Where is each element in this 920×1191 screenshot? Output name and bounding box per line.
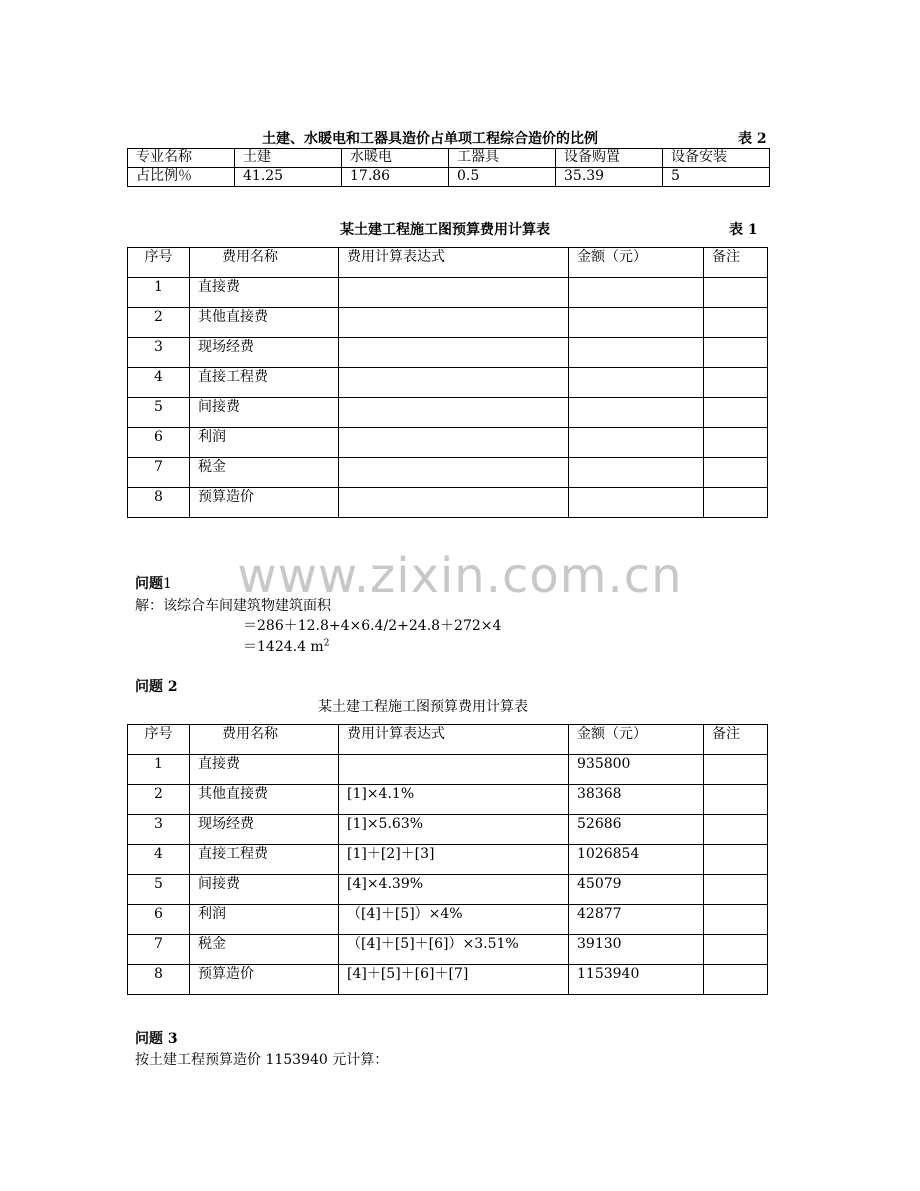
table1-header-cell: 金额（元） [569,248,704,278]
table1-row [128,458,768,488]
q1-line3 [243,636,329,656]
q2-table-cell: [1]×4.1% [339,785,569,815]
table1-cell: 其他直接费 [190,308,339,338]
q2-table-cell [704,935,768,965]
q2-table-header-cell: 备注 [704,725,768,755]
table1-cell: 直接费 [190,278,339,308]
q1-heading [135,573,172,593]
q2-table-cell: 6 [128,905,190,935]
table1-row [128,428,768,458]
q2-table-cell: 预算造价 [190,965,339,995]
table1-cell: 6 [128,428,190,458]
q2-table-row [128,875,768,905]
q2-table-cell: 税金 [190,935,339,965]
q2-table-cell: 利润 [190,905,339,935]
q2-table-cell [704,965,768,995]
q2-table-cell: 1 [128,755,190,785]
table2-cell: 占比例％ [128,168,235,187]
q2-table-cell: 现场经费 [190,815,339,845]
table1-cell: 预算造价 [190,488,339,518]
q2-table-cell: 直接工程费 [190,845,339,875]
table1-cell [704,278,768,308]
q2-table-cell [704,815,768,845]
q2-table-cell: 39130 [569,935,704,965]
table1-cell: 直接工程费 [190,368,339,398]
table1-cell [339,368,569,398]
q1-area-superscript: 2 [323,638,330,649]
q1-line1: 解：该综合车间建筑物建筑面积 [135,598,331,614]
table2-row [128,168,770,187]
table1-cell [339,338,569,368]
q1-heading-num: 1 [163,576,172,592]
table1-cell: 间接费 [190,398,339,428]
table1-label: 表 1 [729,222,758,238]
table1-header-cell: 序号 [128,248,190,278]
q2-table-row [128,785,768,815]
table1-caption: 某土建工程施工图预算费用计算表 [340,222,550,238]
table2-cell: 工器具 [449,149,556,168]
q2-table-cell: 1153940 [569,965,704,995]
table1-header-cell: 费用计算表达式 [339,248,569,278]
table2-cell: 水暖电 [342,149,449,168]
q2-table-cell: 5 [128,875,190,905]
table1-cell [339,458,569,488]
table1-cell [569,278,704,308]
q2-table-cell [339,755,569,785]
table1-cell [704,428,768,458]
q2-table-row [128,845,768,875]
table1-row [128,308,768,338]
q2-table-cell: 3 [128,815,190,845]
q2-table-cell: 45079 [569,875,704,905]
q2-table-row [128,935,768,965]
table1-row [128,338,768,368]
q2-table-row [128,905,768,935]
table1-cell [569,308,704,338]
q2-table-header-row [128,725,768,755]
table1-cell: 现场经费 [190,338,339,368]
q2-table-cell: （[4]＋[5]）×4% [339,905,569,935]
table1-row [128,278,768,308]
q2-table-cell: 间接费 [190,875,339,905]
table1-cell: 税金 [190,458,339,488]
table1-row [128,488,768,518]
table1-cell [339,398,569,428]
table1-cell: 8 [128,488,190,518]
q2-table-header-cell: 金额（元） [569,725,704,755]
table2-cell: 17.86 [342,168,449,187]
table1-cell [704,488,768,518]
q2-heading: 问题 2 [135,679,178,695]
table2-label: 表 2 [738,131,767,147]
q2-table-cell: （[4]＋[5]＋[6]）×3.51% [339,935,569,965]
q2-table-header-cell: 序号 [128,725,190,755]
q2-table-header-cell: 费用计算表达式 [339,725,569,755]
table2-cell: 35.39 [556,168,663,187]
watermark: www.zixin.com.cn [237,548,683,604]
table2-cell: 设备安装 [663,149,770,168]
q2-table-cell: 1026854 [569,845,704,875]
q3-line1: 按土建工程预算造价 1153940 元计算： [135,1052,389,1068]
table1-cell [704,308,768,338]
table2 [127,148,770,187]
q2-table-cell [704,905,768,935]
table2-cell: 设备购置 [556,149,663,168]
q3-heading: 问题 3 [135,1031,178,1047]
table1-row [128,398,768,428]
q2-table-cell: 直接费 [190,755,339,785]
table1-cell: 2 [128,308,190,338]
table2-cell: 5 [663,168,770,187]
table1-cell [704,338,768,368]
q1-line2: ＝286＋12.8+4×6.4/2+24.8＋272×4 [243,618,502,634]
table1-cell [339,488,569,518]
table1-cell [569,488,704,518]
table2-cell: 0.5 [449,168,556,187]
table1-cell [569,428,704,458]
q2-table-cell: 2 [128,785,190,815]
table2-caption: 土建、水暖电和工器具造价占单项工程综合造价的比例 [262,131,598,147]
table1-cell [339,278,569,308]
table2-cell: 土建 [235,149,342,168]
table1-cell: 4 [128,368,190,398]
table1-header-cell: 备注 [704,248,768,278]
q2-table-cell: 其他直接费 [190,785,339,815]
q2-table-cell: [1]×5.63% [339,815,569,845]
table1-cell: 7 [128,458,190,488]
table1-cell [339,308,569,338]
table2-row [128,149,770,168]
table1-cell [569,458,704,488]
table2-cell: 专业名称 [128,149,235,168]
table1-cell [339,428,569,458]
table1-row [128,368,768,398]
q1-area-value: ＝1424.4 m [243,639,324,655]
table2-cell: 41.25 [235,168,342,187]
q2-table-cell: [1]＋[2]＋[3] [339,845,569,875]
table1-header-cell: 费用名称 [190,248,339,278]
q2-table-cell: 4 [128,845,190,875]
q2-table-row [128,755,768,785]
table1-cell [704,368,768,398]
q2-table-cell: 52686 [569,815,704,845]
q2-table-cell [704,845,768,875]
table1-cell: 3 [128,338,190,368]
table1-header-row [128,248,768,278]
table1-cell: 利润 [190,428,339,458]
q2-table-cell: [4]×4.39% [339,875,569,905]
q2-table-cell [704,785,768,815]
q2-table-cell: [4]＋[5]＋[6]＋[7] [339,965,569,995]
q2-table [127,724,768,995]
table1-cell [569,398,704,428]
table1-cell [704,398,768,428]
q2-table-cell: 7 [128,935,190,965]
q1-heading-label: 问题 [135,576,163,592]
table1-cell: 1 [128,278,190,308]
table1-cell [704,458,768,488]
q2-table-cell: 8 [128,965,190,995]
q2-table-cell [704,875,768,905]
table1-cell [569,368,704,398]
table1 [127,247,768,518]
q2-table-header-cell: 费用名称 [190,725,339,755]
q2-table-row [128,815,768,845]
q2-table-cell: 42877 [569,905,704,935]
q2-table-row [128,965,768,995]
q2-table-cell: 935800 [569,755,704,785]
table1-cell [569,338,704,368]
table1-cell: 5 [128,398,190,428]
q2-caption: 某土建工程施工图预算费用计算表 [318,699,528,715]
q2-table-cell [704,755,768,785]
q2-table-cell: 38368 [569,785,704,815]
